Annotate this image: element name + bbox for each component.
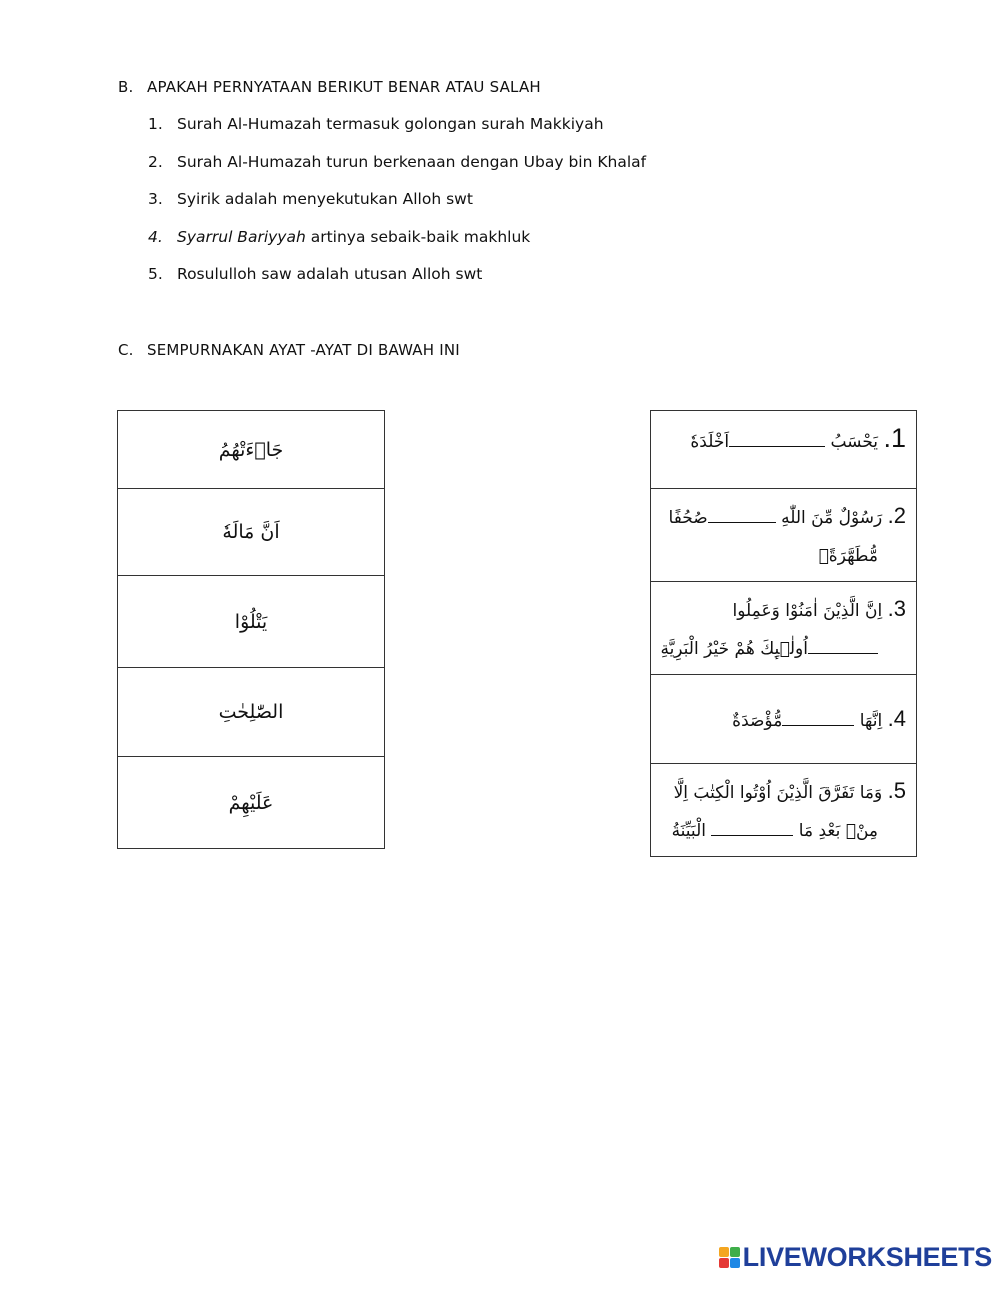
word-choice-cell[interactable]: يَتْلُوْا — [118, 576, 385, 668]
statement-item — [148, 152, 646, 190]
logo-square-icon — [719, 1247, 729, 1257]
verse-text-after: مُّؤْصَدَةٌ — [732, 711, 783, 731]
section-b-heading — [118, 78, 541, 96]
verse-cell — [651, 675, 917, 764]
statement-text: Syirik adalah menyekutukan Alloh swt — [177, 190, 473, 208]
verse-blank[interactable] — [711, 821, 793, 836]
statement-italic-term: Syarrul Bariyyah — [177, 227, 306, 246]
section-c-letter: C. — [118, 341, 134, 359]
statement-number: 4. — [148, 227, 163, 246]
section-b-title: APAKAH PERNYATAAN BERIKUT BENAR ATAU SALAH — [147, 78, 541, 96]
statement-number: 2. — [148, 152, 163, 171]
statement-item — [148, 264, 646, 302]
statement-number: 5. — [148, 265, 163, 283]
logo-square-icon — [730, 1258, 740, 1268]
word-choice-cell[interactable]: عَلَيْهِمْ — [118, 757, 385, 849]
verse-number: 3. — [887, 596, 906, 621]
verse-text-before: رَسُوْلٌ مِّنَ اللّٰهِ — [781, 508, 883, 528]
verse-blank[interactable] — [782, 711, 854, 726]
statement-item — [148, 189, 646, 227]
verse-text-after: اَخْلَدَهٗ — [690, 432, 730, 452]
section-c-heading — [118, 341, 460, 359]
verse-number: 4. — [887, 706, 906, 731]
verse-number: 1. — [883, 423, 906, 453]
liveworksheets-logo — [719, 1242, 992, 1273]
logo-mark-icon — [719, 1247, 740, 1268]
section-c-title: SEMPURNAKAN AYAT -AYAT DI BAWAH INI — [147, 341, 460, 359]
verse-table — [650, 410, 917, 857]
statement-number: 3. — [148, 190, 163, 208]
word-choice-cell[interactable]: جَاۤءَتْهُمُ — [118, 411, 385, 489]
verse-blank[interactable] — [808, 639, 878, 654]
statement-text: Rosululloh saw adalah utusan Alloh swt — [177, 265, 483, 283]
logo-square-icon — [730, 1247, 740, 1257]
statement-text: Surah Al-Humazah turun berkenaan dengan Ubay bin Khalaf — [177, 152, 647, 171]
verse-text-before: يَحْسَبُ — [830, 432, 879, 452]
statement-item — [148, 227, 646, 265]
verse-text-line2: مُّطَهَّرَةًۙ — [818, 546, 878, 566]
verse-cell — [651, 582, 917, 675]
statement-list — [148, 114, 646, 302]
verse-cell — [651, 411, 917, 489]
verse-line2-wrap — [659, 812, 906, 850]
logo-square-icon — [719, 1258, 729, 1268]
verse-number: 5. — [887, 778, 906, 803]
verse-text-before: اِنَّهَا — [859, 711, 883, 731]
statement-item — [148, 114, 646, 152]
verse-text-line2: مِنْۢ بَعْدِ مَا — [798, 821, 878, 841]
verse-cell — [651, 489, 917, 582]
verse-blank[interactable] — [708, 508, 776, 523]
verse-text-line2: اُولٰۤىِٕكَ هُمْ خَيْرُ الْبَرِيَّةِ — [660, 639, 808, 659]
verse-text-line2-after: الْبَيِّنَةُ — [671, 821, 706, 841]
verse-cell — [651, 764, 917, 857]
statement-text: artinya sebaik-baik makhluk — [305, 227, 531, 246]
verse-number: 2. — [887, 503, 906, 528]
section-b-letter: B. — [118, 78, 134, 96]
verse-text-after: صُحُفًا — [668, 508, 708, 528]
verse-text-before: اِنَّ الَّذِيْنَ اٰمَنُوْا وَعَمِلُوا — [732, 601, 883, 621]
word-choice-cell[interactable]: الصّٰلِحٰتِ — [118, 668, 385, 757]
statement-number: 1. — [148, 115, 163, 133]
verse-blank[interactable] — [729, 432, 825, 447]
verse-line2-wrap — [659, 630, 906, 668]
logo-text: LIVEWORKSHEETS — [742, 1242, 992, 1272]
word-choice-cell[interactable]: اَنَّ مَالَهٗ — [118, 489, 385, 576]
word-choice-table — [117, 410, 385, 849]
statement-text: Surah Al-Humazah termasuk golongan surah Makkiyah — [177, 115, 604, 133]
verse-text-before: وَمَا تَفَرَّقَ الَّذِيْنَ اُوْتُوا الْكِتٰبَ اِلَّا — [673, 783, 883, 803]
